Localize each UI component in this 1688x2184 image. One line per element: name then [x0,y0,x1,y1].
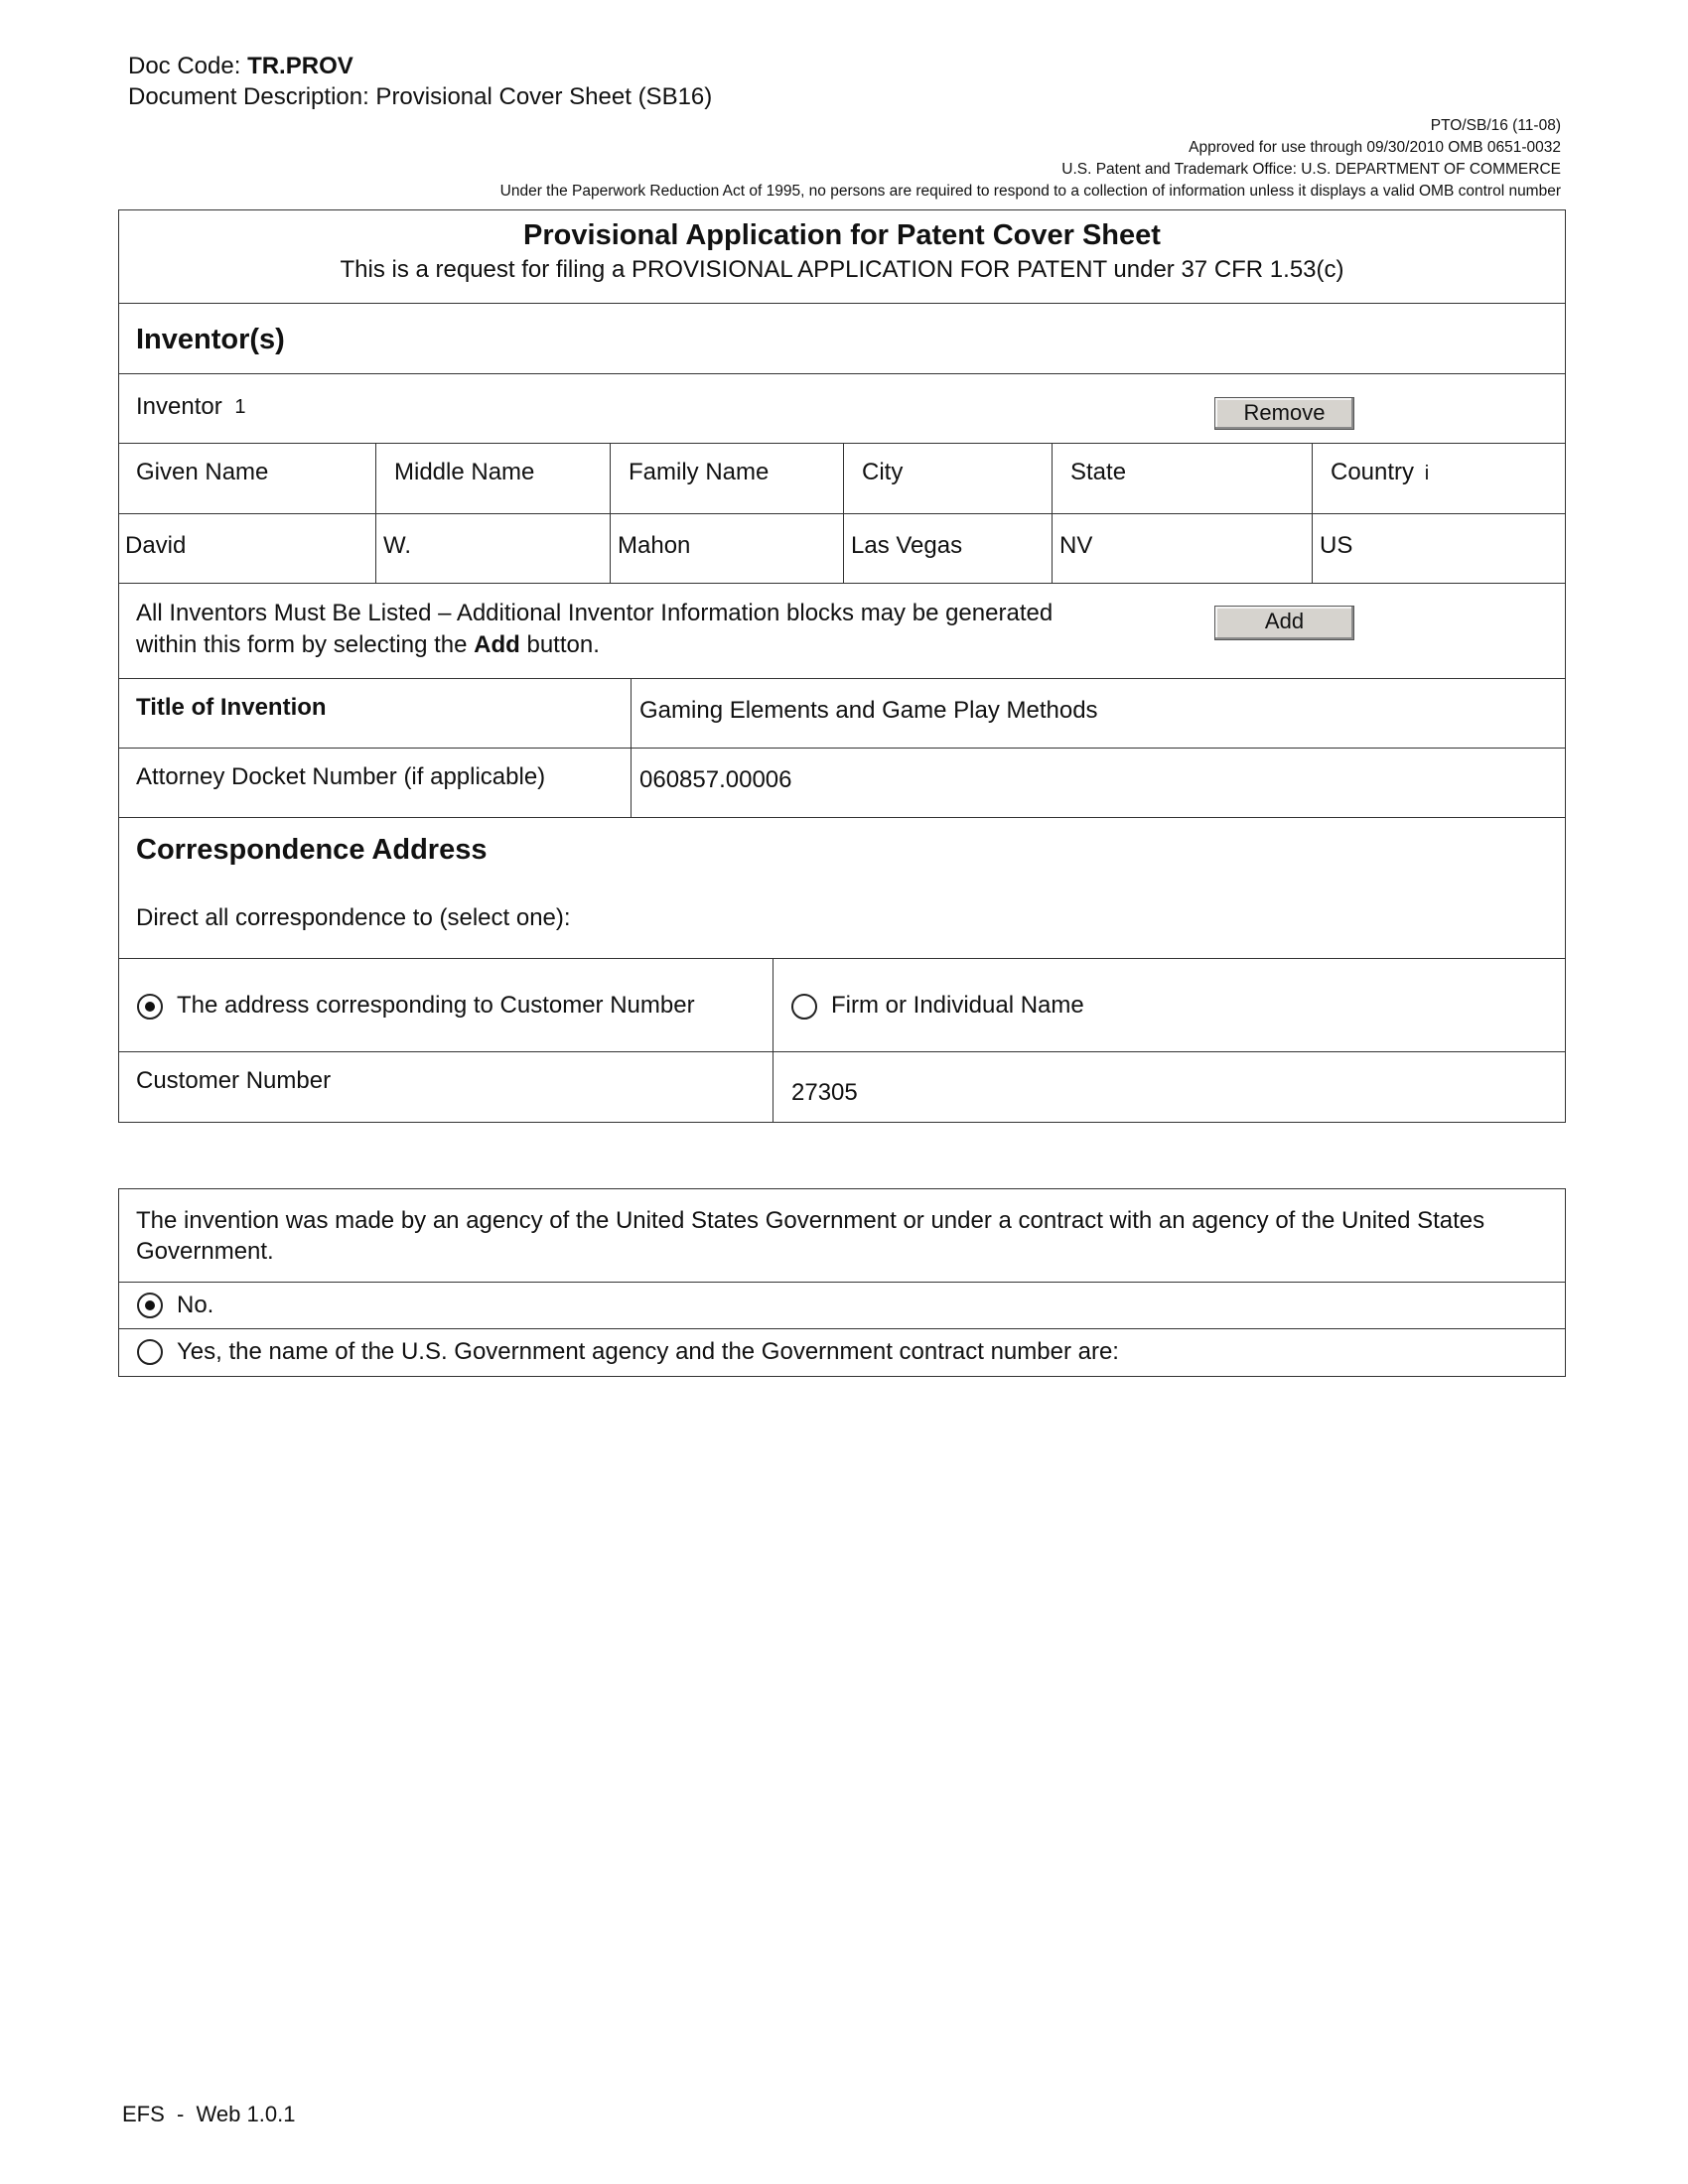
doc-code-label: Doc Code: [128,53,241,79]
column-given-name-label: Given Name [136,459,269,485]
correspondence-options-row [119,959,1565,1052]
customer-number-option[interactable] [119,959,773,1051]
government-yes-label: Yes, the name of the U.S. Government agency and the Government contract number are: [177,1338,1119,1365]
government-no-row[interactable] [119,1283,1565,1329]
title-of-invention-label: Title of Invention [136,694,327,721]
remove-inventor-button[interactable]: Remove [1214,397,1354,430]
form-title: Provisional Application for Patent Cover Sheet [523,219,1161,251]
city-field[interactable] [843,514,1052,583]
title-of-invention-field[interactable] [631,679,1565,748]
docket-number-field[interactable] [631,749,1565,817]
column-country-label [1331,458,1429,488]
inventor-columns-row [119,444,1565,514]
government-interest-form [118,1188,1566,1377]
middle-name-field[interactable] [375,514,610,583]
government-statement-row [119,1189,1565,1283]
customer-number-label: Customer Number [136,1067,332,1094]
docket-number-label: Attorney Docket Number (if applicable) [136,763,546,790]
firm-name-option[interactable] [773,959,1565,1051]
column-state [1052,444,1312,513]
state-value: NV [1059,532,1093,559]
inventors-note [136,598,1089,661]
firm-name-option-label: Firm or Individual Name [831,992,1084,1019]
correspondence-section-title: Correspondence Address [136,834,488,866]
doc-description: Document Description: Provisional Cover Sheet (SB16) [128,83,713,110]
column-country [1312,444,1565,513]
doc-code-value: TR.PROV [247,53,353,79]
family-name-value: Mahon [618,532,691,559]
column-state-label: State [1070,459,1127,485]
government-yes-radio[interactable] [137,1339,163,1365]
inventors-heading-row [119,304,1565,374]
inventor-header-row [119,374,1565,444]
doc-code [128,52,353,81]
government-no-label: No. [177,1292,214,1318]
country-info-marker: i [1424,463,1430,484]
family-name-field[interactable] [610,514,843,583]
docket-number-value: 060857.00006 [639,766,792,793]
customer-number-field[interactable] [773,1052,1565,1122]
footer-version: EFS - Web 1.0.1 [122,2102,296,2126]
column-country-text: Country [1331,459,1415,485]
title-of-invention-value: Gaming Elements and Game Play Methods [639,697,1098,724]
inventors-note-suffix: button. [519,631,600,658]
column-city-label: City [862,459,904,485]
country-value: US [1320,532,1353,559]
inventors-section-title: Inventor(s) [136,324,285,355]
customer-number-label-cell [119,1052,773,1122]
title-of-invention-row [119,679,1565,749]
column-city [843,444,1052,513]
firm-name-radio[interactable] [791,994,817,1020]
column-family-name [610,444,843,513]
add-inventor-button[interactable]: Add [1214,606,1354,640]
inventor-values-row [119,514,1565,584]
middle-name-value: W. [383,532,411,559]
state-field[interactable] [1052,514,1312,583]
government-no-radio[interactable] [137,1293,163,1318]
form-subtitle: This is a request for filing a PROVISIONAL APPLICATION FOR PATENT under 37 CFR 1.53(c) [340,256,1344,283]
omb-approval: Approved for use through 09/30/2010 OMB 0651-0032 [1189,139,1561,156]
government-statement: The invention was made by an agency of the United States Government or under a contract with an agency of the United States Government. [136,1207,1485,1265]
customer-number-row [119,1052,1565,1122]
inventor-label-text: Inventor [136,393,222,420]
form-title-row [119,210,1565,304]
office-line: U.S. Patent and Trademark Office: U.S. DEPARTMENT OF COMMERCE [1061,161,1561,178]
inventor-label [136,392,246,422]
customer-number-value: 27305 [791,1079,858,1106]
paperwork-notice: Under the Paperwork Reduction Act of 1995, no persons are required to respond to a collection of information unless it displays a valid OMB control number [499,183,1561,200]
given-name-value: David [125,532,187,559]
country-field[interactable] [1312,514,1565,583]
city-value: Las Vegas [851,532,963,559]
column-family-name-label: Family Name [629,459,770,485]
inventor-number: 1 [234,396,246,418]
form-number: PTO/SB/16 (11-08) [1430,117,1561,134]
title-of-invention-label-cell [119,679,631,748]
correspondence-heading-row [119,818,1565,959]
inventors-note-row [119,584,1565,679]
inventors-note-text: All Inventors Must Be Listed – Additional Inventor Information blocks may be generated within this form by selecting the [136,600,1054,658]
customer-number-radio[interactable] [137,994,163,1020]
column-given-name [119,444,375,513]
government-yes-row[interactable] [119,1329,1565,1376]
correspondence-instruction: Direct all correspondence to (select one): [136,904,571,931]
column-middle-name-label: Middle Name [394,459,535,485]
customer-number-option-label: The address corresponding to Customer Number [177,992,695,1019]
cover-sheet-form [118,209,1566,1123]
inventors-note-add-word: Add [474,631,520,658]
docket-number-row [119,749,1565,818]
given-name-field[interactable] [119,514,375,583]
docket-number-label-cell [119,749,631,817]
column-middle-name [375,444,610,513]
